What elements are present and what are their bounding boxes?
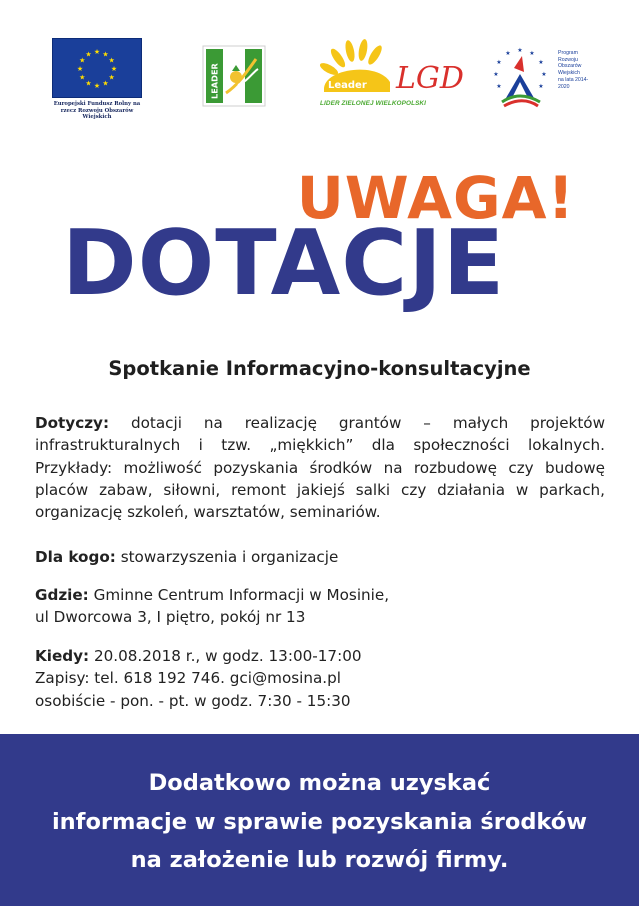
lgd-text: LGD xyxy=(396,61,464,96)
svg-text:★: ★ xyxy=(529,50,535,57)
headline-dotacje: DOTACJE xyxy=(62,211,506,316)
when-paragraph xyxy=(35,645,605,712)
concerns-label: Dotyczy: xyxy=(35,414,110,432)
svg-text:★: ★ xyxy=(93,82,101,90)
personal-hours-text: osobiście - pon. - pt. w godz. 7:30 - 15:30 xyxy=(35,691,351,710)
svg-text:★: ★ xyxy=(493,71,499,78)
leader-vertical-label: LEADER xyxy=(209,63,220,99)
signup-text: Zapisy: tel. 618 192 746. gci@mosina.pl xyxy=(35,669,341,688)
lgd-subtitle: LIDER ZIELONEJ WIELKOPOLSKI xyxy=(320,100,427,107)
where-line1: Gminne Centrum Informacji w Mosinie, xyxy=(93,586,390,604)
leader-logo xyxy=(202,45,266,107)
prow-line: Wiejskich xyxy=(558,69,580,76)
svg-text:★: ★ xyxy=(79,73,86,82)
svg-text:★: ★ xyxy=(538,83,544,90)
prow-line: Program xyxy=(558,50,578,56)
svg-text:★: ★ xyxy=(85,50,92,59)
concerns-text: dotacji na realizację grantów – małych projektów infrastrukturalnych i tzw. „miękkich” dla społeczności lokalnych. Przykłady: możliwość pozyskania środków na rozbudowę czy budowę placów zabaw, siłowni, remont jakiejś salki czy działania w parkach, organizację szkoleń, warsztatów, seminariów. xyxy=(35,414,606,522)
svg-text:★: ★ xyxy=(517,47,523,54)
svg-text:★: ★ xyxy=(108,56,115,65)
svg-text:★: ★ xyxy=(76,65,84,73)
prow-logo xyxy=(486,44,596,110)
prow-line: Rozwoju xyxy=(558,56,578,63)
svg-text:★: ★ xyxy=(85,79,92,88)
prow-line: Obszarów xyxy=(558,63,582,70)
where-paragraph xyxy=(35,584,605,629)
eu-logo xyxy=(52,38,142,121)
svg-text:★: ★ xyxy=(505,50,511,57)
prow-years: na lata 2014-2020 xyxy=(558,77,589,90)
footer-line2: informacje w sprawie pozyskania środków xyxy=(51,808,588,835)
footer-line1: Dodatkowo można uzyskać xyxy=(148,770,491,796)
for-whom-label: Dla kogo: xyxy=(35,548,116,566)
svg-text:★: ★ xyxy=(541,71,547,78)
when-label: Kiedy: xyxy=(35,647,90,665)
svg-text:★: ★ xyxy=(496,83,502,90)
svg-text:★: ★ xyxy=(108,73,115,82)
footer-band xyxy=(0,734,639,906)
when-text: 20.08.2018 r., w godz. 13:00-17:00 xyxy=(93,647,362,665)
meeting-subtitle: Spotkanie Informacyjno-konsultacyjne xyxy=(108,357,531,380)
svg-text:★: ★ xyxy=(93,48,101,56)
eu-flag-icon xyxy=(52,38,142,98)
footer-message xyxy=(0,764,639,880)
lgd-leader-text: Leader xyxy=(328,80,367,91)
concerns-paragraph xyxy=(35,412,605,523)
lgd-logo xyxy=(318,42,464,112)
svg-text:★: ★ xyxy=(102,50,109,59)
for-whom-text: stowarzyszenia i organizacje xyxy=(120,548,339,566)
prow-emblem-icon xyxy=(486,44,556,110)
where-label: Gdzie: xyxy=(35,586,89,604)
svg-text:★: ★ xyxy=(79,56,86,65)
svg-text:★: ★ xyxy=(110,65,118,73)
svg-text:★: ★ xyxy=(496,59,502,66)
svg-text:★: ★ xyxy=(102,79,109,88)
eu-caption: Europejski Fundusz Rolny na rzecz Rozwoju Obszarów Wiejskich xyxy=(53,101,141,120)
headline-uwaga: UWAGA! xyxy=(296,164,575,232)
svg-text:★: ★ xyxy=(538,59,544,66)
for-whom-paragraph xyxy=(35,546,605,568)
footer-line3: na założenie lub rozwój firmy. xyxy=(130,847,509,873)
logo-bar xyxy=(0,0,639,130)
prow-caption xyxy=(558,50,596,91)
where-line2: ul Dworcowa 3, I piętro, pokój nr 13 xyxy=(35,608,306,627)
